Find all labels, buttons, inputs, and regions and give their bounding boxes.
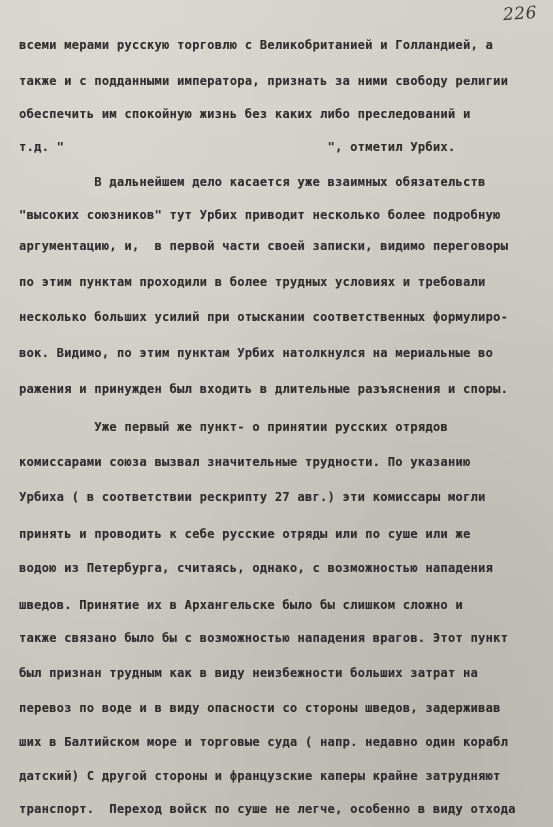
text-line: датский) С другой стороны и французские каперы крайне затрудняют <box>19 769 501 783</box>
text-line: принять и проводить к себе русские отряды или по суше или же <box>19 527 471 541</box>
text-line: ражения и принужден был входить в длительные разъяснения и споры. <box>19 382 509 396</box>
text-line: Уже первый же пункт- о принятии русских отрядов <box>19 420 448 434</box>
text-line: комиссарами союза вызвал значительные трудности. По указанию <box>19 455 471 469</box>
text-line: шведов. Принятие их в Архангельске было бы слишком сложно и <box>19 598 463 612</box>
text-line: ших в Балтийском море и торговые суда ( напр. недавно один корабл <box>19 735 509 749</box>
page-number: 226 <box>502 2 538 26</box>
text-line: перевоз по воде и в виду опасности со стороны шведов, задерживав <box>19 701 501 715</box>
text-line: также связано было бы с возможностью нападения врагов. Этот пункт <box>19 631 509 645</box>
text-line: Урбиха ( в соответствии рескрипту 27 авг.) эти комиссары могли <box>19 490 486 504</box>
text-line: В дальнейшем дело касается уже взаимных обязательств <box>19 175 486 189</box>
text-line: также и с подданными императора, признать за ними свободу религии <box>19 74 509 88</box>
text-line: аргументацию, и, в первой части своей записки, видимо переговоры <box>19 239 509 253</box>
text-line: водою из Петербурга, считаясь, однако, с возможностью нападения <box>19 561 494 575</box>
text-line: "высоких союзников" тут Урбих приводит несколько более подробную <box>19 208 501 222</box>
text-line: несколько больших усилий при отыскании соответственных формулиро- <box>19 310 509 324</box>
text-line: был признан трудным как в виду неизбежности больших затрат на <box>19 666 479 680</box>
text-line: по этим пунктам проходили в более трудных условиях и требовали <box>19 275 486 289</box>
text-line: т.д. " ", отметил Урбих. <box>19 140 456 154</box>
text-line: вок. Видимо, по этим пунктам Урбих натолкнулся на мериальные во <box>19 346 494 360</box>
text-line: транспорт. Переход войск по суше не легче, особенно в виду отхода <box>19 802 516 816</box>
text-line: обеспечить им спокойную жизнь без каких либо преследований и <box>19 107 471 121</box>
text-line: всеми мерами русскую торговлю с Великобританией и Голландией, а <box>19 38 494 52</box>
